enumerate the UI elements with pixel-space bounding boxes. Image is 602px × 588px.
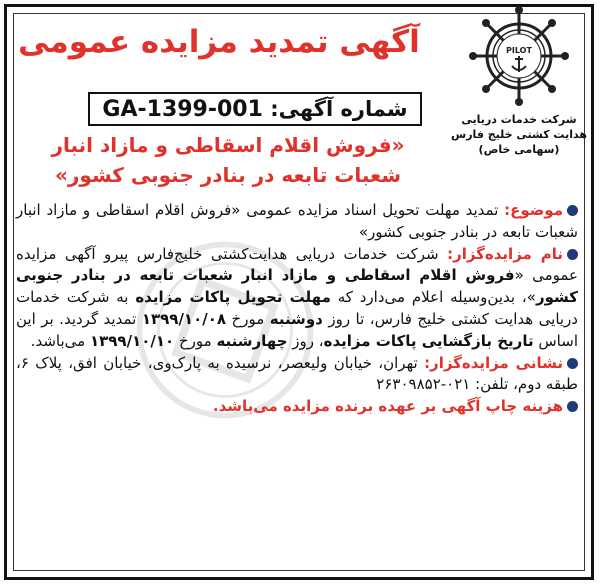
auctioneer-text: تمدید گردید. <box>59 309 137 328</box>
bullet-icon <box>567 249 578 260</box>
opening-label-bold: تاریخ بازگشایی پاکات مزایده <box>323 331 534 350</box>
company-logo-block <box>444 6 594 157</box>
auctioneer-text: می‌باشد. <box>30 331 86 350</box>
notice-subtitle <box>18 130 438 190</box>
subject-text: تمدید مهلت تحویل اسناد مزایده عمومی «فروش اقلام اسقاطی و مازاد انبار شعبات تابعه در بنادر جنوبی کشور» <box>16 201 578 241</box>
subject-label: موضوع: <box>504 201 563 219</box>
opening-date: ۱۳۹۹/۱۰/۱۰ <box>89 331 175 350</box>
notice-title: آگهی تمدید مزایده عمومی <box>18 24 420 60</box>
auctioneer-text: ، روز <box>292 331 324 350</box>
subtitle-line1: «فروش اقلام اسقاطی و مازاد انبار <box>51 133 405 157</box>
address-paragraph <box>16 353 578 397</box>
cost-paragraph <box>16 396 578 418</box>
subtitle-line2: شعبات تابعه در بنادر جنوبی کشور» <box>54 163 402 187</box>
auctioneer-text: شرکت خدمات دریایی هدایت‌کشتی خلیج‌فارس پیرو آگهی مزایده عمومی « <box>16 244 578 285</box>
company-name-line2: هدایت کشتی خلیج فارس <box>451 128 587 141</box>
notice-number-value: GA-1399-001 <box>102 96 263 122</box>
deadline-day-bold: دوشنبه <box>269 309 323 328</box>
auctioneer-text: »، بدین‌وسیله اعلام می‌دارد که <box>337 288 536 307</box>
deadline-label-bold: مهلت تحویل پاکات مزایده <box>135 288 331 307</box>
notice-number-label: شماره آگهی: <box>270 97 408 121</box>
company-name-line3: (سهامی خاص) <box>478 143 560 156</box>
bullet-icon <box>567 205 578 216</box>
auctioneer-text: مورخ <box>231 309 265 328</box>
ship-wheel-logo-icon <box>469 6 569 106</box>
deadline-date: ۱۳۹۹/۱۰/۰۸ <box>141 309 227 328</box>
auctioneer-label: نام مزایده‌گزار: <box>447 244 563 263</box>
auctioneer-paragraph <box>16 244 578 353</box>
auctioneer-text: مورخ <box>178 331 212 350</box>
company-name <box>444 112 594 157</box>
opening-day-bold: چهارشنبه <box>216 331 288 350</box>
bullet-icon <box>567 401 578 412</box>
notice-number-box <box>88 92 422 126</box>
auctioneer-text: بر این اساس <box>16 309 578 350</box>
bullet-icon <box>567 358 578 369</box>
auctioneer-text: به شرکت خدمات دریایی هدایت کشتی خلیج فارس، تا روز <box>16 288 578 328</box>
address-label: نشانی مزایده‌گزار: <box>424 353 563 372</box>
cost-text: هزینه چاپ آگهی بر عهده برنده مزایده می‌باشد. <box>212 397 563 416</box>
company-name-line1: شرکت خدمات دریایی <box>461 113 577 126</box>
logo-text: PILOT <box>506 46 532 55</box>
address-text: تهران، خیابان ولیعصر، نرسیده به پارک‌وی، خیابان افق، پلاک ۶، طبقه دوم، تلفن: ۰۲۱-۲۶۳۰۹۸۵۲ <box>16 353 578 394</box>
notice-body <box>16 200 578 418</box>
auction-title-bold: فروش اقلام اسقاطی و مازاد انبار شعبات تابعه در بنادر جنوبی کشور <box>16 266 578 307</box>
subject-paragraph <box>16 200 578 244</box>
